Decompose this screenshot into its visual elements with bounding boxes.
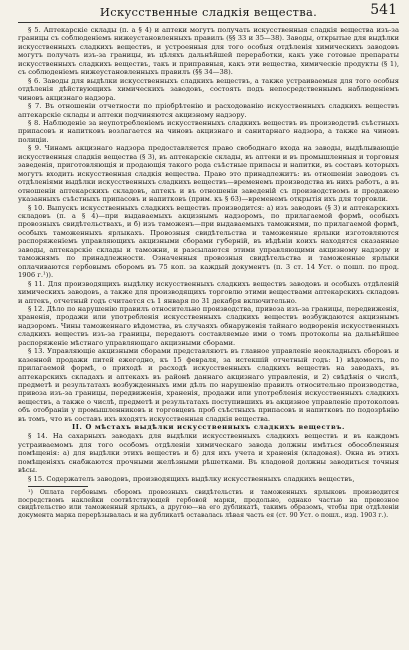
paragraph-9: § 9. Чинамъ акцизнаго надзора предоставляется право свободнаго входа на заводы, выдѣлывающіе искусственныя сладкія вещества (§ 3), въ аптекарскіе склады, въ аптеки и въ промышленныя и торговыя заведенія, приготовляющія и продающія такого рода съѣстные припасы и напитки, въ составъ которыхъ могутъ входить искусственныя сладкія вещества. Право это принадлежитъ: въ отношеніи заводовъ съ отдѣленіями выдѣлки искусственныхъ сладкихъ веществъ—временемъ производства въ нихъ работъ, а въ отношеніи аптекарскихъ складовъ, аптекъ и въ отношеніи заведеній съ производствомъ и продажею указанныхъ съѣстныхъ припасовъ и напитковъ (прим. къ § 63)—временемъ открытія ихъ для торговли. <box>18 144 399 204</box>
paragraph-14: § 14. На сахарныхъ заводахъ для выдѣлки искусственныхъ сладкихъ веществъ и въ каждомъ устраиваемомъ для того особомъ отдѣленіи химическаго завода должны имѣться обособленныя помѣщенія: а) для выдѣлки этихъ веществъ и б) для ихъ учета и храненія (кладовая). Окна въ этихъ помѣщеніяхъ снабжаются прочными желѣзными рѣшетками. Въ кладовой должны заводиться точныя вѣсы. <box>18 432 399 475</box>
running-title: Искусственные сладкія вещества. <box>99 5 318 19</box>
page-header <box>18 0 399 22</box>
paragraph-13: § 13. Управляющіе акцизными сборами представляютъ въ главное управленіе неокладныхъ сборовъ и казенной продажи питей ежегодно, къ 15 февраля, за истекшій отчетный годъ: 1) вѣдомость, по прилагаемой формѣ, о приходѣ и расходѣ искусственныхъ сладкихъ веществъ на заводахъ, въ аптекарскихъ складахъ и аптекахъ въ районѣ даннаго акцизнаго управленія, и 2) свѣдѣнія о числѣ, предметѣ и результатахъ возбужденныхъ ими дѣлъ по нарушенію правилъ относительно производства, привоза изъ-за границы, передвиженія, храненія, продажи или употребленія искусственныхъ сладкихъ веществъ, а также о числѣ, предметѣ и результатахъ поступившихъ въ акцизное управленіе протоколовъ объ отобраніи у промышленниковъ и торговцевъ проб съѣстныхъ припасовъ и напитковъ по подозрѣнію въ томъ, что въ составъ ихъ входятъ искусственныя сладкія вещества. <box>18 347 399 423</box>
paragraph-5: § 5. Аптекарскіе склады (п. а § 4) и аптеки могутъ получать искусственныя сладкія вещества изъ-за границы съ соблюденіемъ нижеустановленныхъ правилъ (§§ 33 и 35—38). Заводы, открытые для выдѣлки искусственныхъ сладкихъ веществъ, и устроенныя для того особыя отдѣленія химическихъ заводовъ могутъ получать изъ-за границы, въ цѣляхъ дальнѣйшей переработки, какъ уже готовые препараты искусственныхъ сладкихъ веществъ, такъ и приправныя, какъ эти вещества, химическіе продукты (§ 1), съ соблюденіемъ нижеустановленныхъ правилъ (§§ 34—38). <box>18 26 399 77</box>
paragraph-11: § 11. Для производящихъ выдѣлку искусственныхъ сладкихъ веществъ заводовъ и особыхъ отдѣленій химическихъ заводовъ, а также для производящихъ торговлю этими веществами аптекарскихъ складовъ и аптекъ, отчетный годъ считается съ 1 января по 31 декабря включительно. <box>18 279 399 305</box>
paragraph-6: § 6. Заводы для выдѣлки искусственныхъ сладкихъ веществъ, а также устраиваемыя для того особыя отдѣленія дѣйствующихъ химическихъ заводовъ, состоять подъ непосредственнымъ наблюденіемъ чиновъ акцизнаго надзора. <box>18 76 399 102</box>
paragraph-15: § 15. Содержателъ заводовъ, производящихъ выдѣлку искусственныхъ сладкихъ веществъ, <box>28 474 355 483</box>
footnote-rule <box>28 486 88 487</box>
paragraph-10: § 10. Выпускъ искусственныхъ сладкихъ веществъ производится: а) изъ заводовъ (§ 3) и аптекарскихъ складовъ (п. а § 4)—при выдаваемыхъ акцизнымъ надзоромъ, по прилагаемой формѣ, особыхъ провозныхъ свидѣтельствахъ, и б) изъ таможенъ—при выдаваемыхъ таможнями, по прилагаемой формѣ, особыхъ таможенныхъ ярлыкахъ. Провозныя свидѣтельства и таможенные ярлыки изготовляются распоряженіемъ управляющихъ акцизными сборами губерній, въ вѣдѣніи коихъ находятся сказанные заводы, аптекарскіе склады и таможни, и разсылаются этими управляющими акцизному надзору и таможнямъ по принадлежности. Означенныя провозныя свидѣтельства и таможенные ярлыки оплачиваются гербовымъ сборомъ въ 75 коп. за каждый документъ (п. 3 ст. 14 Уст. о пошл. по прод. 1906 г.¹)). <box>18 203 399 280</box>
section-heading: II. О мѣстахъ выдѣлки искусственныхъ сладкихъ веществъ. <box>72 423 345 432</box>
body-text <box>18 26 399 483</box>
footnote: ¹) Оплата гербовымъ сборомъ провозныхъ свидѣтельствъ и таможенныхъ ярлыковъ производится посредствомъ наклейки соотвѣтствующей гербовой марки, продольно, однако частью на провозное свидѣтельство или таможенный ярлыкъ, а другою—на его дубликатѣ, такимъ образомъ, чтобы при отдѣленіи документа марка перерѣзывалась и на дубликатѣ оставалась лѣвая часть ея (ст. 90 Уст. о пошл., изд. 1903 г.). <box>18 489 399 520</box>
paragraph-12: § 12. Дѣло по нарушенію правилъ относительно производства, привоза изъ-за границы, передвиженія, храненія, продажи или употребленія искусственныхъ сладкихъ веществъ возбуждаются акцизнымъ надзоромъ. Чины таможеннаго вѣдомства, въ случаяхъ обнаруженія тайнаго водворенія искусственныхъ сладкихъ веществъ изъ-за границы, передаютъ составляемые ими о томъ протоколы на дальнѣйшее распоряженіе мѣстнаго управляющаго акцизными сборами. <box>18 304 399 347</box>
paragraph-7: § 7. Въ отношеніи отчетности по пріобрѣтенію и расходованію искусственныхъ сладкихъ веществъ аптекарскіе склады и аптеки подчиняются акцизному надзору. <box>18 102 399 119</box>
paragraph-8: § 8. Наблюденіе за неупотребленіемъ искусственныхъ сладкихъ веществъ въ производствѣ съѣстныхъ припасовъ и напитковъ возлагается на чиновъ акцизнаго и санитарнаго надзора, а также на чиновъ полиціи. <box>18 118 399 144</box>
page-number: 541 <box>370 2 397 18</box>
header-rule <box>18 22 399 23</box>
